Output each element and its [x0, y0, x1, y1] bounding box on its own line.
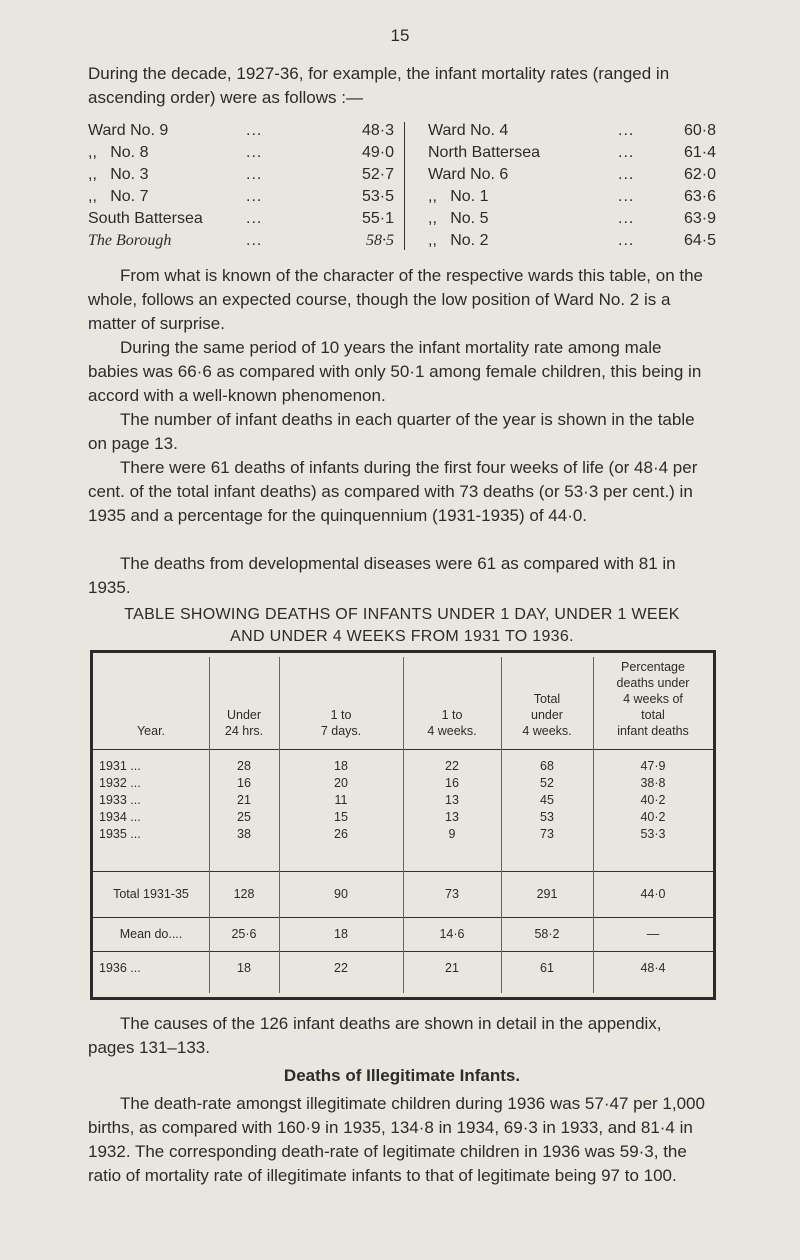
table-value-cell: 20 — [334, 776, 348, 790]
table-value-cell: 44·0 — [640, 887, 666, 901]
table-value-cell: 25·6 — [231, 927, 257, 941]
header-line: 1 to — [441, 708, 463, 722]
section-heading: Deaths of Illegitimate Infants. — [283, 1066, 521, 1085]
leader-dots: ... — [246, 232, 263, 249]
leader-dots: ... — [618, 122, 635, 139]
ward-rate-row — [88, 230, 394, 252]
ward-name: ,, No. 3 — [88, 166, 149, 183]
table-value-cell: 13 — [445, 793, 459, 807]
table-value-cell: 22 — [334, 961, 348, 975]
ward-rate-value: 61·4 — [683, 144, 716, 161]
table-value-cell: 53·3 — [640, 827, 666, 841]
table-value-cell: 47·9 — [640, 759, 666, 773]
table-value-cell: 9 — [448, 827, 456, 841]
table-value-cell: 18 — [334, 927, 348, 941]
table-value-cell: 22 — [445, 759, 459, 773]
paragraph-ward-character: From what is known of the character of the respective wards this table, on the whole, follows an expected course, though the low position of Ward No. 2 is a matter of surprise. — [88, 266, 704, 333]
infant-deaths-table — [90, 650, 716, 1000]
paragraph-illegitimate: The death-rate amongst illegitimate children during 1936 was 57·47 per 1,000 births, as compared with 160·9 in 1935, 134·8 in 1934, 69·3 in 1933, and 81·4 in 1932. The corresponding death-rate of legitimate children in 1936 was 59·3, the ratio of mortality rate of illegitimate infants to that of legitimate being 97 to 100. — [88, 1094, 705, 1185]
ward-rate-value: 58·5 — [366, 232, 394, 249]
ward-rate-value: 64·5 — [683, 232, 716, 249]
table-year-cell: 1934 ... — [99, 810, 141, 824]
ward-name: ,, No. 7 — [88, 188, 149, 205]
table-value-cell: 291 — [536, 887, 558, 901]
header-line: 4 weeks. — [427, 724, 477, 738]
header-line: 1 to — [330, 708, 352, 722]
table-value-cell: 40·2 — [640, 810, 666, 824]
header-line: deaths under — [616, 676, 690, 690]
table-header-cell — [593, 659, 713, 739]
ward-name: ,, No. 8 — [88, 144, 149, 161]
table-year-cell: 1933 ... — [99, 793, 141, 807]
header-line: infant deaths — [617, 724, 689, 738]
table-value-cell: 58·2 — [534, 927, 560, 941]
ward-rate-value: 49·0 — [361, 144, 394, 161]
table-year-cell: Total 1931-35 — [113, 887, 189, 901]
leader-dots: ... — [618, 210, 635, 227]
header-line: Total — [533, 692, 561, 706]
table-value-cell: 52 — [540, 776, 554, 790]
ward-rate-value: 63·9 — [683, 210, 716, 227]
table-value-cell: — — [646, 927, 660, 941]
leader-dots: ... — [246, 210, 263, 227]
ward-name: Ward No. 4 — [428, 122, 509, 139]
table-value-cell: 11 — [334, 793, 348, 807]
table-value-cell: 68 — [540, 759, 554, 773]
ward-rate-row — [428, 142, 716, 164]
table-year-cell: 1932 ... — [99, 776, 141, 790]
table-value-cell: 45 — [540, 793, 554, 807]
paragraph-first-four-weeks: There were 61 deaths of infants during the first four weeks of life (or 48·4 per cent. of the total infant deaths) as compared with 73 deaths (or 53·3 per cent.) in 1935 and a percentage for the quinquennium (1931-1935) of 44·0. — [88, 458, 698, 525]
table-value-cell: 26 — [334, 827, 348, 841]
ward-rate-row — [428, 120, 716, 142]
ward-name: North Battersea — [428, 144, 541, 161]
leader-dots: ... — [618, 166, 635, 183]
table-value-cell: 14·6 — [439, 927, 465, 941]
header-line: 4 weeks of — [623, 692, 683, 706]
ward-rate-value: 48·3 — [361, 122, 394, 139]
paragraph-male-female: During the same period of 10 years the infant mortality rate among male babies was 66·6 as compared with only 50·1 among female children, this being in accord with a well-known phenomenon. — [88, 338, 702, 405]
leader-dots: ... — [618, 232, 635, 249]
paragraph-quarterly: The number of infant deaths in each quarter of the year is shown in the table on page 13. — [88, 410, 695, 453]
page-number: 15 — [390, 26, 410, 45]
header-line: 4 weeks. — [522, 724, 572, 738]
intro-paragraph: During the decade, 1927-36, for example, the infant mortality rates (ranged in ascending order) were as follows :— — [88, 64, 670, 107]
ward-rate-row — [428, 230, 716, 252]
leader-dots: ... — [246, 122, 263, 139]
table-caption-line-1: TABLE SHOWING DEATHS OF INFANTS UNDER 1 DAY, UNDER 1 WEEK — [124, 606, 680, 623]
ward-rate-row — [88, 186, 394, 208]
table-year-cell: 1935 ... — [99, 827, 141, 841]
table-value-cell: 61 — [540, 961, 554, 975]
ward-rates-table — [88, 120, 716, 250]
table-value-cell: 28 — [237, 759, 251, 773]
table-value-cell: 16 — [237, 776, 251, 790]
ward-rate-value: 55·1 — [361, 210, 394, 227]
column-divider — [404, 122, 405, 250]
ward-name: ,, No. 2 — [428, 232, 489, 249]
table-header-cell — [403, 707, 501, 739]
leader-dots: ... — [618, 144, 635, 161]
table-value-cell: 38·8 — [640, 776, 666, 790]
header-line: under — [531, 708, 563, 722]
header-line: Year. — [136, 724, 166, 738]
header-line: 7 days. — [320, 724, 362, 738]
table-value-cell: 53 — [540, 810, 554, 824]
table-value-cell: 13 — [445, 810, 459, 824]
ward-rate-value: 60·8 — [683, 122, 716, 139]
ward-rate-value: 63·6 — [683, 188, 716, 205]
table-value-cell: 25 — [237, 810, 251, 824]
ward-rate-value: 62·0 — [683, 166, 716, 183]
leader-dots: ... — [246, 144, 263, 161]
ward-rate-row — [88, 164, 394, 186]
ward-rate-value: 53·5 — [361, 188, 394, 205]
ward-name: Ward No. 6 — [428, 166, 509, 183]
table-year-cell: 1936 ... — [99, 961, 141, 975]
table-value-cell: 18 — [334, 759, 348, 773]
ward-rate-row — [88, 120, 394, 142]
header-line: Percentage — [621, 660, 685, 674]
ward-name: South Battersea — [88, 210, 203, 227]
ward-rate-row — [428, 164, 716, 186]
table-value-cell: 48·4 — [640, 961, 666, 975]
table-header-cell — [501, 691, 593, 739]
leader-dots: ... — [246, 188, 263, 205]
table-value-cell: 73 — [540, 827, 554, 841]
header-line: total — [641, 708, 665, 722]
table-header-cell — [93, 723, 209, 739]
leader-dots: ... — [618, 188, 635, 205]
ward-name: The Borough — [88, 232, 172, 249]
leader-dots: ... — [246, 166, 263, 183]
table-value-cell: 16 — [445, 776, 459, 790]
ward-rate-row — [428, 208, 716, 230]
table-caption-line-2: AND UNDER 4 WEEKS FROM 1931 TO 1936. — [230, 628, 574, 645]
table-header-cell — [209, 707, 279, 739]
table-value-cell: 38 — [237, 827, 251, 841]
paragraph-developmental: The deaths from developmental diseases were 61 as compared with 81 in 1935. — [88, 554, 676, 597]
table-value-cell: 128 — [233, 887, 255, 901]
table-value-cell: 73 — [445, 887, 459, 901]
ward-rate-value: 52·7 — [361, 166, 394, 183]
paragraph-causes: The causes of the 126 infant deaths are shown in detail in the appendix, pages 131–133. — [88, 1014, 662, 1057]
table-year-cell: Mean do.... — [119, 927, 183, 941]
ward-rates-right-column — [428, 120, 716, 252]
ward-rate-row — [428, 186, 716, 208]
table-value-cell: 90 — [334, 887, 348, 901]
table-value-cell: 15 — [334, 810, 348, 824]
ward-name: ,, No. 1 — [428, 188, 489, 205]
header-line: 24 hrs. — [224, 724, 264, 738]
ward-name: Ward No. 9 — [88, 122, 169, 139]
table-header-cell — [279, 707, 403, 739]
table-value-cell: 21 — [445, 961, 459, 975]
table-value-cell: 18 — [237, 961, 251, 975]
ward-rates-left-column — [88, 120, 394, 252]
table-value-cell: 21 — [237, 793, 251, 807]
ward-rate-row — [88, 142, 394, 164]
table-value-cell: 40·2 — [640, 793, 666, 807]
ward-rate-row — [88, 208, 394, 230]
header-line: Under — [226, 708, 262, 722]
ward-name: ,, No. 5 — [428, 210, 489, 227]
table-year-cell: 1931 ... — [99, 759, 141, 773]
